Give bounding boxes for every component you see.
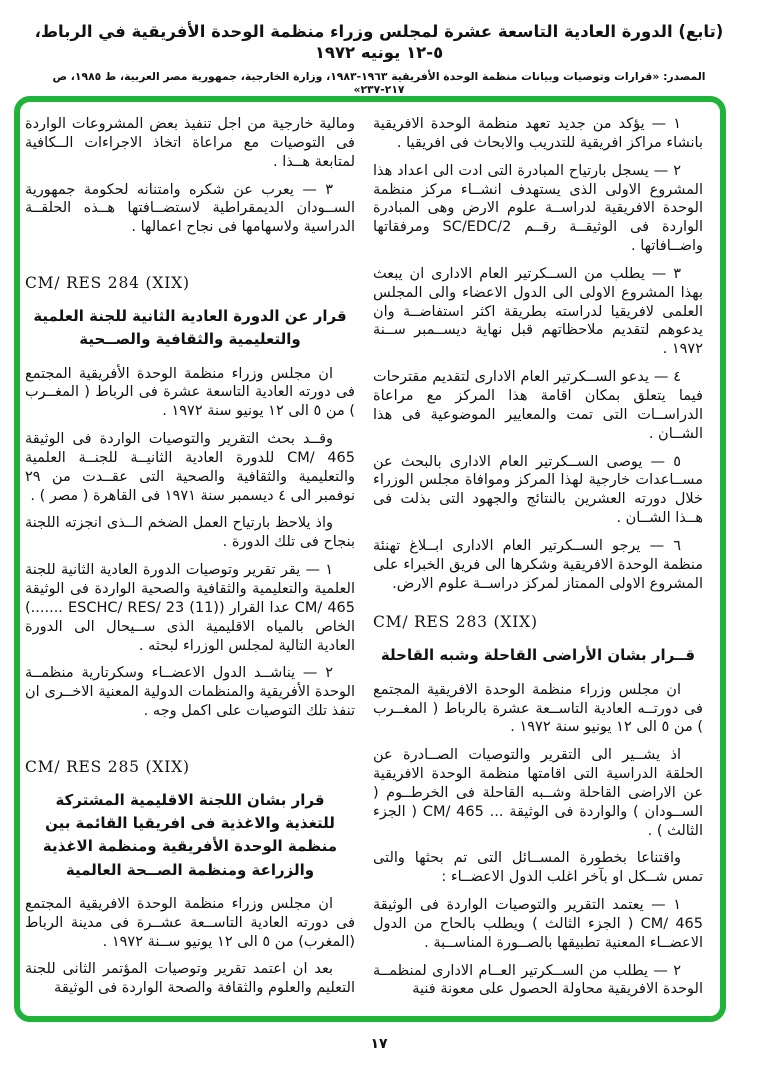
resolution-title: قرار بشان اللجنة الاقليمية المشتركة للتغذية والاغذية فى افريقيا القائمة بين منظمة الوحدة الأفريقية ومنظمة الاغذية والزراعة ومنظمة الصــحة العالمية (42, 790, 338, 879)
document-title: (تابع) الدورة العادية التاسعة عشرة لمجلس وزراء منظمة الوحدة الأفريقية في الرباط، ٥-١٢ يونيه ١٩٧٢ (34, 22, 724, 62)
resolution-code: CM/ RES 285 (XIX) (25, 757, 190, 776)
paragraph: ٢ — يناشــد الدول الاعضــاء وسكرتارية منظمــة الوحدة الأفريقية والمنظمات الدولية المعنية الاخــرى ان تنفذ تلك التوصيات على اكمل وجه . (25, 665, 355, 720)
paragraph: ٥ — يوصى الســكرتير العام الادارى بالبحث عن مســاعدات خارجية لهذا المركز وموافاة مجلس الوزراء خلال دورته العشرين بالنتائج والجهود التى بذلت فى هــذا الشــان . (373, 453, 703, 527)
document-source-line: المصدر: «قرارات وتوصيات وبيانات منظمة الوحدة الأفريقية ١٩٦٣-١٩٨٣، وزارة الخارجية، جمهورية مصر العربية، ط ١٩٨٥، ص ٢١٧-٢٣٧» (52, 70, 706, 97)
document-header (0, 0, 758, 96)
paragraph: ان مجلس وزراء منظمة الوحدة الافريقية المجتمع فى دورتــه العادية التاســعة عشرة بالرباط ( المغــرب ) من ٥ الى ١٢ يونيو سنة ١٩٧٢ . (373, 681, 703, 736)
green-content-frame (14, 96, 726, 1022)
paragraph: ٣ — يطلب من الســكرتير العام الادارى ان يبعث بهذا المشروع الاولى الى الدول الاعضاء والى المجلس العلمى لافريقيا لدراسته بطريقة اكثر استفاضــة وان يدعوهم لتقديم ملاحظاتهم قبل نهاية ديســمبر ســنة ١٩٧٢ . (373, 265, 703, 358)
two-column-layout (20, 102, 720, 1018)
resolution-code: CM/ RES 284 (XIX) (25, 274, 190, 293)
paragraph: ان مجلس وزراء منظمة الوحدة الأفريقية المجتمع فى دورته العادية التاسعة عشرة فى الرباط ( المغــرب ) من ٥ الى ١٢ يونيو سنة ١٩٧٢ . (25, 365, 355, 420)
paragraph: ٢ — يطلب من الســكرتير العــام الادارى لمنظمــة الوحدة الافريقية محاولة الحصول على معونة فنية (373, 962, 703, 998)
resolution-title: قرار عن الدورة العادية الثانية للجنة العلمية والتعليمية والثقافية والصــحية (33, 307, 347, 349)
resolution-title: قــرار بشان الأراضى القاحلة وشبه القاحلة (380, 646, 696, 665)
paragraph: واقتناعا بخطورة المســائل التى تم بحثها والتى تمس شــكل او بآخر اغلب الدول الاعضــاء : (373, 850, 703, 886)
paragraph: ١ — يقر تقرير وتوصيات الدورة العادية الثانية للجنة العلمية والتعليمية والثقافية والصحية الواردة فى الوثيقة CM/ 465 عدا القرار (ESCHC/ RES/ 23 (11) .......) الخاص بالمياه الاقليمية الذى ســيحال الى الدورة العادية التالية لمجلس الوزراء لبحثه . (25, 562, 356, 654)
column-right (373, 115, 703, 1008)
paragraph: وقــد بحث التقرير والتوصيات الواردة فى الوثيقة CM/ 465 للدورة العادية الثانيــة للجنــة العلمية والتعليمية والثقافية والصحية التى عقــدت من ٢٩ نوفمبر الى ٤ ديسمبر سنة ١٩٧١ فى القاهرة ( مصر ) . (25, 431, 355, 504)
column-left (25, 115, 355, 1008)
vertical-spacer (25, 730, 355, 738)
paragraph: ٣ — يعرب عن شكره وامتنانه لحكومة جمهورية الســودان الديمقراطية لاستضــافتها هــذه الحلقــة الدراسية ولاسهامها فى نجاح اعمالها . (25, 181, 355, 236)
paragraph: بعد ان اعتمد تقرير وتوصيات المؤتمر الثانى للجنة التعليم والعلوم والثقافة والصحة الواردة فى الوثيقة (25, 961, 355, 997)
paragraph: ٤ — يدعو الســكرتير العام الادارى لتقديم مقترحات فيما يتعلق بمكان اقامة هذا المركز مع مراعاة الدراســات التى تمت والمعايير الموضوعية فى هذا الشــان . (373, 369, 703, 442)
paragraph: اذ يشــير الى التقرير والتوصيات الصــادرة عن الحلقة الدراسية التى اقامتها منظمة الوحدة الافريقية عن الاراضى القاحلة وشــبه القاحلة فى الخرطــوم ( الســودان ) والواردة فى الوثيقة ... CM/ 465 ( الجزء الثالث ) . (373, 747, 703, 839)
paragraph: ومالية خارجية من اجل تنفيذ بعض المشروعات الواردة فى التوصيات مع مراعاة اتخاذ الاجراءات الــكافية لمتابعة هــذا . (25, 116, 355, 170)
paragraph: ٦ — يرجو الســكرتير العام الادارى ابــلاغ تهنئة منظمة الوحدة الافريقية وشكرها الى فريق الخبراء على المشروع الاولى الممتاز لمركز دراســة علوم الارض. (373, 537, 703, 592)
paragraph: ١ — يؤكد من جديد تعهد منظمة الوحدة الافريقية بانشاء مراكز افريقية للتدريب والابحاث فى افريقيا . (373, 116, 703, 151)
vertical-spacer (25, 246, 355, 254)
paragraph: ٢ — يسجل بارتياح المبادرة التى ادت الى اعداد هذا المشروع الاولى الذى يستهدف انشــاء مركز منظمة الوحدة الافريقية لدراســة علوم الارض وهى المبادرة الواردة فى الوثيقــة رقــم SC/EDC/2 ومرفقاتها واضــافاتها . (373, 162, 704, 255)
paragraph: ان مجلس وزراء منظمة الوحدة الافريقية المجتمع فى دورته العادية التاســعة عشــرة فى مدينة الرباط (المغرب) من ٥ الى ١٢ يونيو ســنة ١٩٧٢ . (25, 895, 355, 950)
paragraph: واذ يلاحظ بارتياح العمل الضخم الــذى انجزته اللجنة بنجاح فى تلك الدورة . (25, 515, 355, 551)
resolution-code: CM/ RES 283 (XIX) (373, 613, 538, 632)
paragraph: ١ — يعتمد التقرير والتوصيات الواردة فى الوثيقة CM/ 465 ( الجزء الثالث ) ويطلب بالحاح من الدول الاعضــاء المعنية تطبيقها بالصــورة المناســبة . (373, 897, 703, 951)
page-number: ١٧ (370, 1036, 388, 1052)
